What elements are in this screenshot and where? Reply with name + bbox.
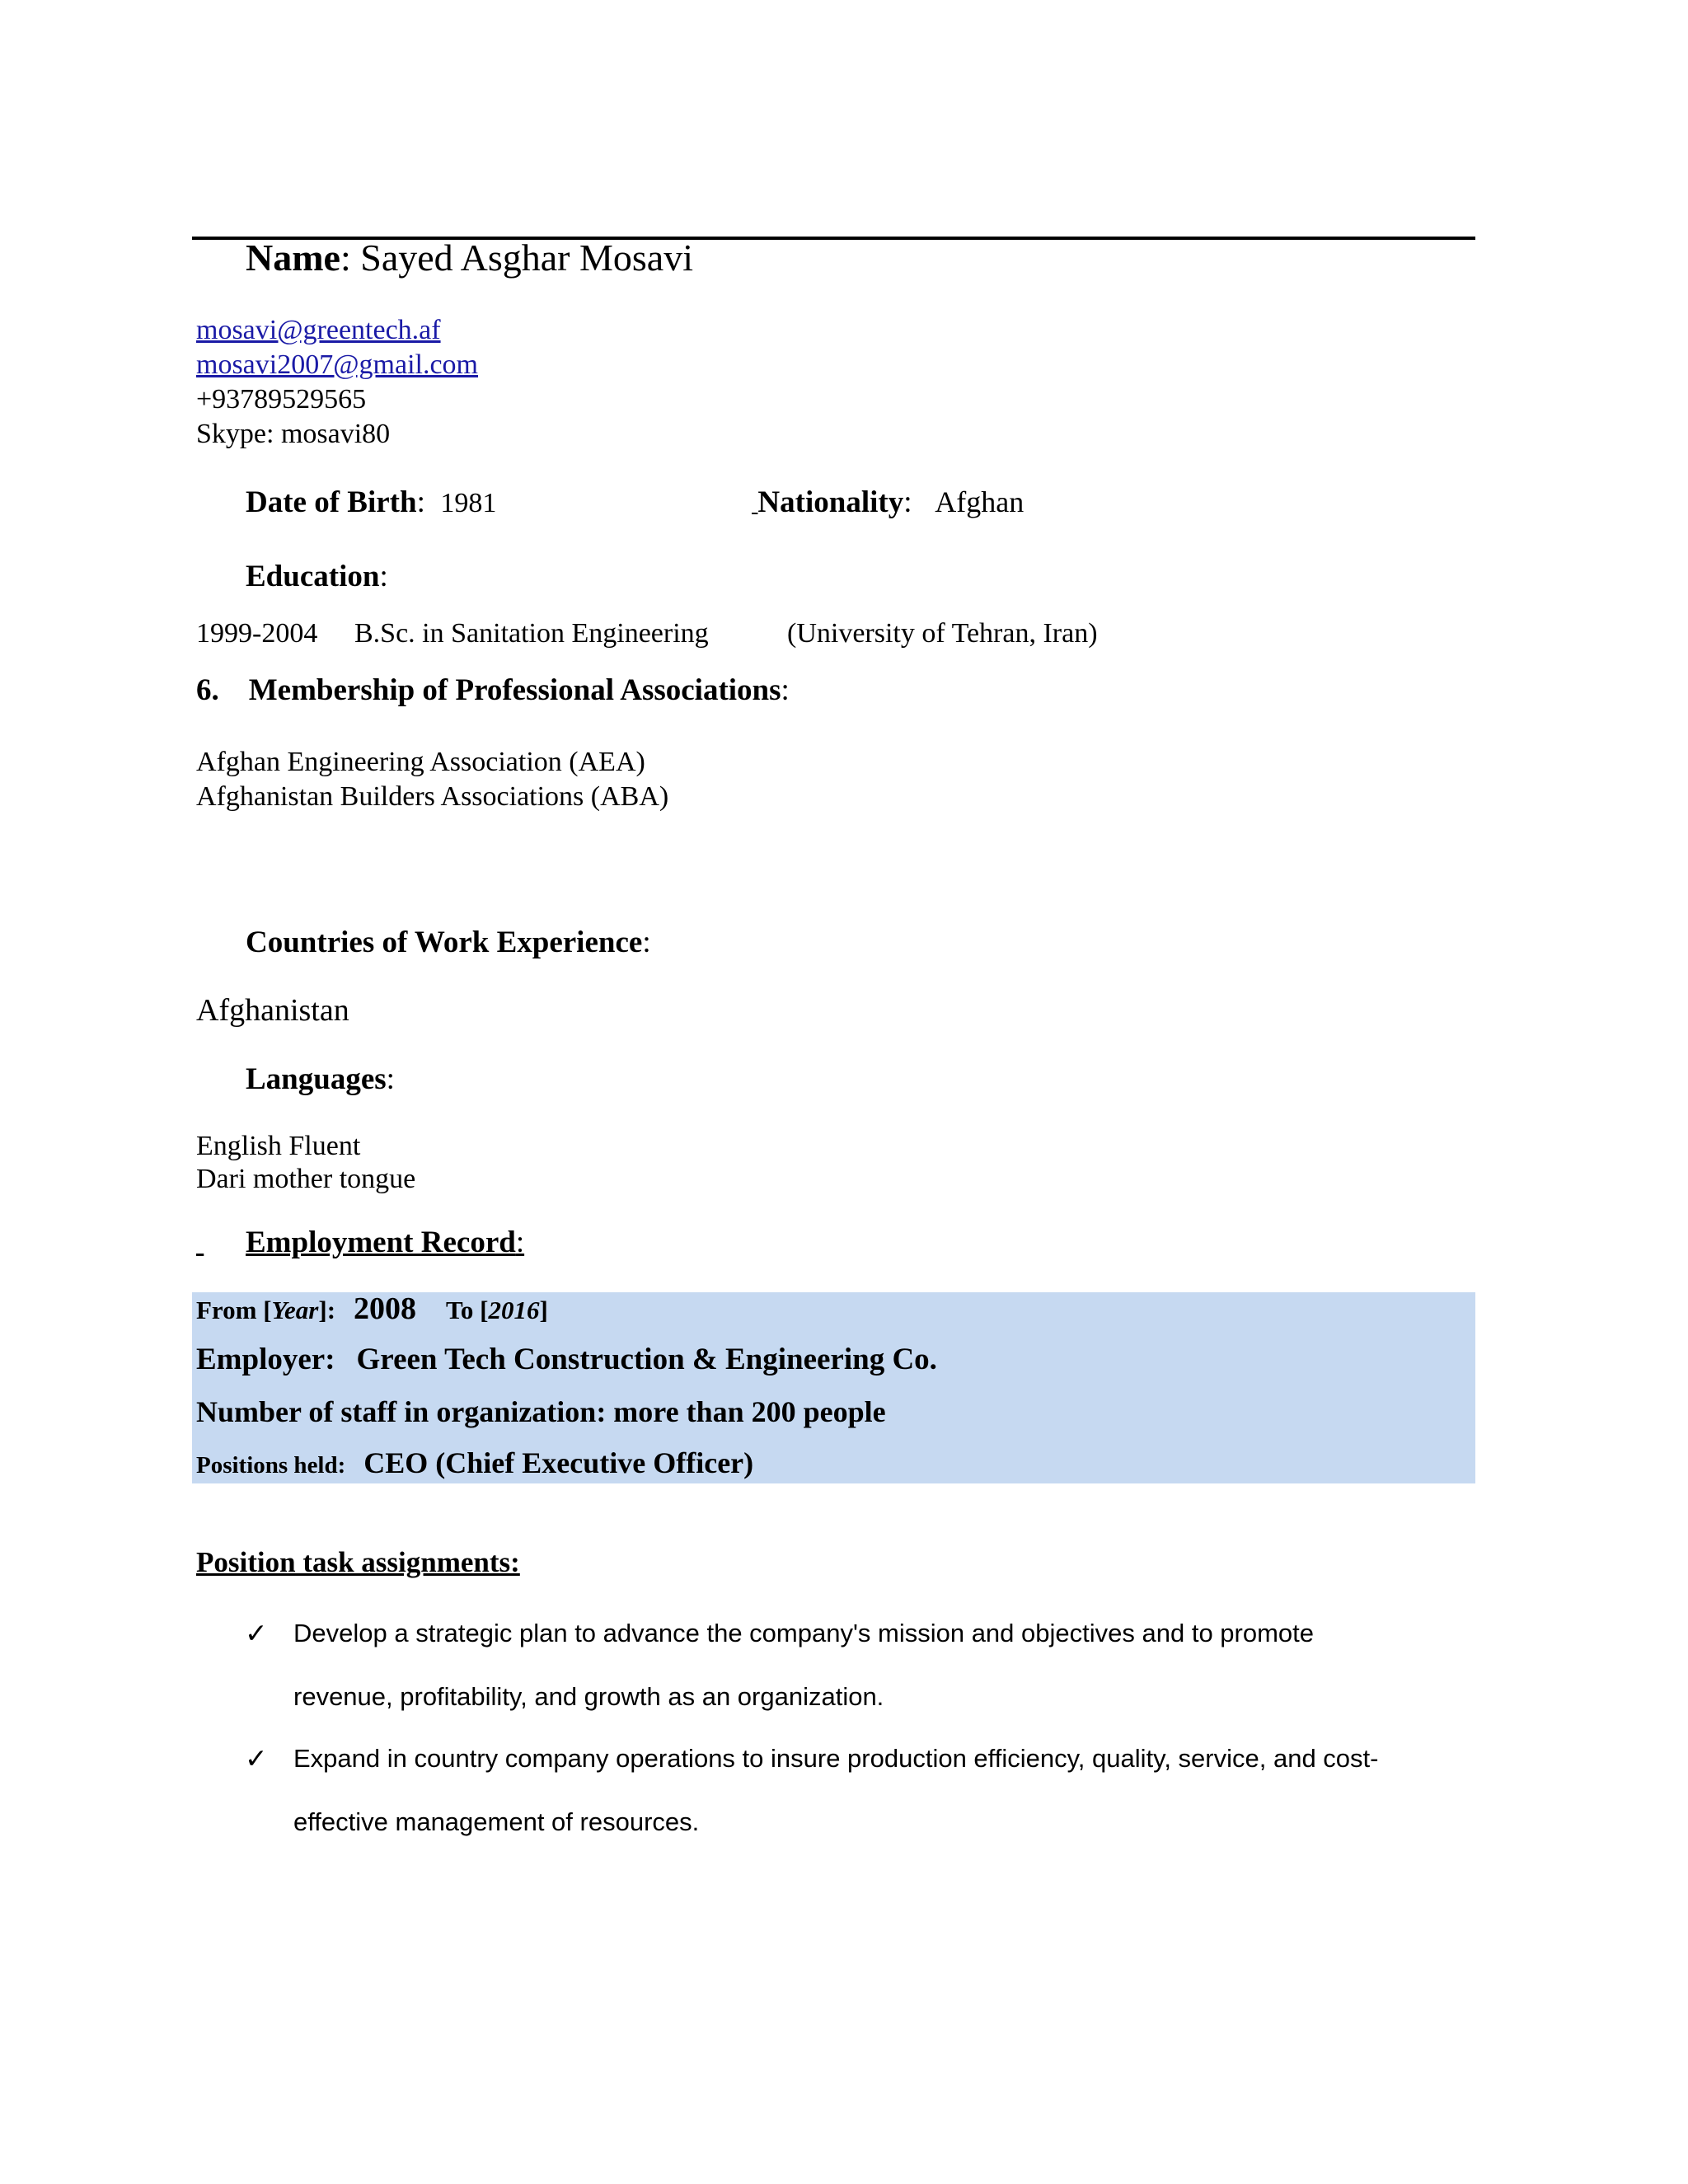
employment-heading: Employment Record: xyxy=(246,1226,525,1259)
to-close: ] xyxy=(539,1296,548,1324)
positions-label: Positions held: xyxy=(196,1452,346,1479)
membership-number: 6. xyxy=(196,673,219,707)
task-item-line: Expand in country company operations to insure production efficiency, quality, service, and cost- xyxy=(293,1744,1379,1773)
employer-row xyxy=(196,1342,937,1377)
phone-number: +93789529565 xyxy=(196,384,367,415)
name-label: Name xyxy=(246,237,340,279)
nationality-row: Nationality: Afghan xyxy=(757,485,1025,519)
education-heading: Education: xyxy=(246,560,388,593)
check-icon: ✓ xyxy=(245,1617,268,1649)
countries-value: Afghanistan xyxy=(196,993,349,1028)
to-label: To [ xyxy=(446,1296,489,1324)
email-link-primary[interactable]: mosavi@greentech.af xyxy=(196,315,441,345)
countries-heading-label: Countries of Work Experience xyxy=(246,926,643,959)
year-word: Year xyxy=(271,1296,319,1324)
education-institution: (University of Tehran, Iran) xyxy=(787,618,1098,649)
education-heading-label: Education xyxy=(246,560,380,593)
language-item: Dari mother tongue xyxy=(196,1164,416,1194)
name-value: Sayed Asghar Mosavi xyxy=(360,237,693,279)
employment-period xyxy=(196,1291,548,1327)
employment-heading-label: Employment Record xyxy=(246,1226,516,1259)
countries-heading: Countries of Work Experience: xyxy=(246,926,651,959)
staff-count: Number of staff in organization: more than 200 people xyxy=(196,1395,886,1428)
membership-item: Afghan Engineering Association (AEA) xyxy=(196,747,645,777)
employer-label: Employer: xyxy=(196,1343,335,1376)
nationality-label: Nationality xyxy=(757,485,904,519)
check-icon: ✓ xyxy=(245,1742,268,1774)
dob-label: Date of Birth xyxy=(246,485,417,519)
task-assignments-heading: Position task assignments: xyxy=(196,1546,520,1578)
from-year: 2008 xyxy=(354,1291,417,1326)
from-label: From [ xyxy=(196,1296,272,1324)
employer-value: Green Tech Construction & Engineering Co. xyxy=(356,1343,937,1376)
languages-heading-label: Languages xyxy=(246,1062,387,1096)
to-year: 2016 xyxy=(488,1296,540,1324)
name-heading: Name: Sayed Asghar Mosavi xyxy=(246,237,693,279)
membership-heading: 6. Membership of Professional Associations: xyxy=(196,673,790,707)
education-years: 1999-2004 xyxy=(196,618,318,649)
task-item-line: Develop a strategic plan to advance the company's mission and objectives and to promote xyxy=(293,1619,1315,1647)
nationality-value: Afghan xyxy=(935,485,1025,518)
dob-value: 1981 xyxy=(440,488,497,518)
education-degree: B.Sc. in Sanitation Engineering xyxy=(354,618,709,649)
membership-item: Afghanistan Builders Associations (ABA) xyxy=(196,781,669,812)
skype-id: Skype: mosavi80 xyxy=(196,419,391,449)
task-item-line: effective management of resources. xyxy=(293,1807,700,1836)
from-close: ]: xyxy=(318,1296,336,1324)
email-link-secondary[interactable]: mosavi2007@gmail.com xyxy=(196,349,478,380)
languages-heading: Languages: xyxy=(246,1062,395,1096)
membership-heading-label: Membership of Professional Associations xyxy=(248,673,781,707)
positions-value: CEO (Chief Executive Officer) xyxy=(363,1446,754,1479)
dob-row: Date of Birth: 1981 xyxy=(246,485,497,519)
language-item: English Fluent xyxy=(196,1131,361,1161)
positions-row xyxy=(196,1446,753,1480)
task-item-line: revenue, profitability, and growth as an organization. xyxy=(293,1682,884,1711)
